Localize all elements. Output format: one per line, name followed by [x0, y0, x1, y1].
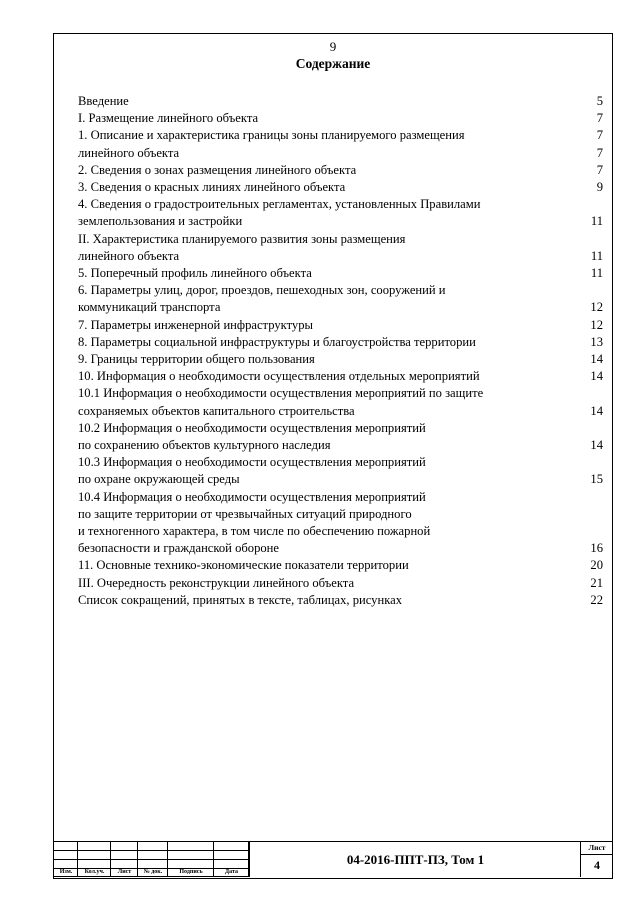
toc-entry [78, 489, 605, 558]
toc-entry [78, 385, 605, 419]
stamp-cell [54, 851, 78, 860]
toc-entry [78, 575, 605, 592]
toc-entry-text: 10.4 Информация о необходимости осуществления мероприятий [78, 489, 426, 504]
toc-entry [78, 93, 605, 110]
toc-entry-text: 10. Информация о необходимости осуществления отдельных мероприятий [78, 369, 480, 384]
sheet-box [580, 842, 613, 877]
toc-entry-text: 5. Поперечный профиль линейного объекта [78, 266, 312, 281]
stamp-cell [78, 851, 111, 860]
toc-entry-page: 7 [596, 128, 603, 143]
toc-entry-text: I. Размещение линейного объекта [78, 111, 259, 126]
toc-entry-page: 11 [590, 214, 603, 229]
toc-entry-page: 20 [590, 558, 603, 573]
toc-entry-page: 12 [590, 300, 603, 315]
stamp-cell [54, 860, 78, 869]
toc-entry-text: по сохранению объектов культурного наследия [78, 438, 331, 453]
page-title: Содержание [295, 56, 371, 71]
toc-entry [78, 282, 605, 316]
toc-entry [78, 454, 605, 488]
toc-entry [78, 110, 605, 127]
toc-entry-text: коммуникаций транспорта [78, 300, 221, 315]
toc-entry-page: 11 [590, 248, 603, 263]
toc-entry-page: 7 [596, 162, 603, 177]
stamp-cell [78, 860, 111, 869]
sheet-label: Лист [581, 842, 613, 855]
stamp-cell [78, 842, 111, 851]
toc-entry [78, 196, 605, 230]
toc-entry [78, 179, 605, 196]
toc-entry-page: 15 [590, 472, 603, 487]
toc-entry [78, 317, 605, 334]
toc-entry-text: по защите территории от чрезвычайных ситуаций природного [78, 506, 412, 521]
toc-entry-text: безопасности и гражданской обороне [78, 541, 279, 556]
toc-entry-text: и техногенного характера, в том числе по обеспечению пожарной [78, 524, 431, 539]
toc-entry-page: 7 [596, 111, 603, 126]
toc-entry-text: землепользования и застройки [78, 214, 243, 229]
stamp-cell [54, 842, 78, 851]
toc-entry-page: 14 [590, 438, 603, 453]
stamp-cell [138, 851, 168, 860]
toc-entry-text: сохраняемых объектов капитального строительства [78, 403, 355, 418]
stamp-header: Изм. [59, 869, 73, 875]
toc-entry-page: 13 [590, 334, 603, 349]
toc-entry-text: 6. Параметры улиц, дорог, проездов, пешеходных зон, сооружений и [78, 283, 446, 298]
table-of-contents [78, 93, 605, 609]
stamp-cell [214, 842, 249, 851]
toc-entry-text: 9. Границы территории общего пользования [78, 352, 315, 367]
toc-entry-text: 10.2 Информация о необходимости осуществления мероприятий [78, 420, 426, 435]
stamp-cell [138, 842, 168, 851]
toc-entry [78, 265, 605, 282]
toc-entry [78, 420, 605, 454]
page-number: 9 [329, 39, 337, 54]
toc-entry-page: 12 [590, 317, 603, 332]
sheet-number: 4 [594, 858, 600, 872]
toc-entry-text: 7. Параметры инженерной инфраструктуры [78, 317, 313, 332]
stamp-cell [138, 860, 168, 869]
toc-entry-page: 21 [590, 575, 603, 590]
toc-entry-text: 10.1 Информация о необходимости осуществления мероприятий по защите [78, 386, 484, 401]
toc-entry-page: 14 [590, 369, 603, 384]
toc-entry-text: 10.3 Информация о необходимости осуществления мероприятий [78, 455, 426, 470]
stamp-cell [111, 860, 138, 869]
toc-entry [78, 145, 605, 162]
toc-entry-text: Список сокращений, принятых в тексте, таблицах, рисунках [78, 592, 403, 607]
stamp-cell [214, 860, 249, 869]
toc-entry [78, 334, 605, 351]
toc-entry [78, 351, 605, 368]
stamp-cell [111, 842, 138, 851]
toc-entry-page: 9 [596, 180, 603, 195]
stamp-header: Лист [117, 869, 132, 875]
toc-entry-text: 4. Сведения о градостроительных регламентах, установленных Правилами [78, 197, 481, 212]
toc-entry [78, 127, 605, 144]
toc-entry-text: 3. Сведения о красных линиях линейного объекта [78, 180, 346, 195]
toc-entry-text: III. Очередность реконструкции линейного объекта [78, 575, 355, 590]
toc-entry-page: 16 [590, 541, 603, 556]
toc-entry-page: 14 [590, 352, 603, 367]
page-frame [53, 33, 613, 879]
toc-entry-text: по охране окружающей среды [78, 472, 240, 487]
revision-grid [54, 842, 249, 877]
document-designation: 04-2016-ППТ-ПЗ, Том 1 [249, 842, 581, 877]
toc-entry-text: 2. Сведения о зонах размещения линейного объекта [78, 162, 357, 177]
toc-entry [78, 368, 605, 385]
toc-entry-text: 8. Параметры социальной инфраструктуры и благоустройства территории [78, 334, 476, 349]
toc-entry-page: 22 [590, 592, 603, 607]
stamp-cell [168, 842, 214, 851]
stamp-cell [168, 860, 214, 869]
stamp-cell [111, 851, 138, 860]
toc-entry-page: 5 [596, 94, 603, 108]
stamp-header: Кол.уч. [84, 869, 105, 875]
toc-entry [78, 162, 605, 179]
stamp-cell [168, 851, 214, 860]
toc-entry-page: 7 [596, 145, 603, 160]
toc-entry-text: 11. Основные технико-экономические показатели территории [78, 558, 409, 573]
stamp-cell [214, 851, 249, 860]
toc-entry [78, 557, 605, 574]
toc-entry-text: II. Характеристика планируемого развития зоны размещения [78, 231, 406, 246]
toc-entry-page: 14 [590, 403, 603, 418]
toc-entry-page: 11 [590, 266, 603, 281]
title-block [54, 841, 612, 878]
toc-entry-text: Введение [78, 94, 129, 108]
toc-entry-text: 1. Описание и характеристика границы зоны планируемого размещения [78, 128, 465, 143]
stamp-header: Дата [225, 869, 238, 875]
toc-entry [78, 231, 605, 265]
toc-entry-text: линейного объекта [78, 248, 180, 263]
stamp-header: Подпись [179, 869, 203, 875]
toc-entry [78, 592, 605, 609]
stamp-header: № док. [143, 869, 163, 875]
toc-entry-text: линейного объекта [78, 145, 180, 160]
